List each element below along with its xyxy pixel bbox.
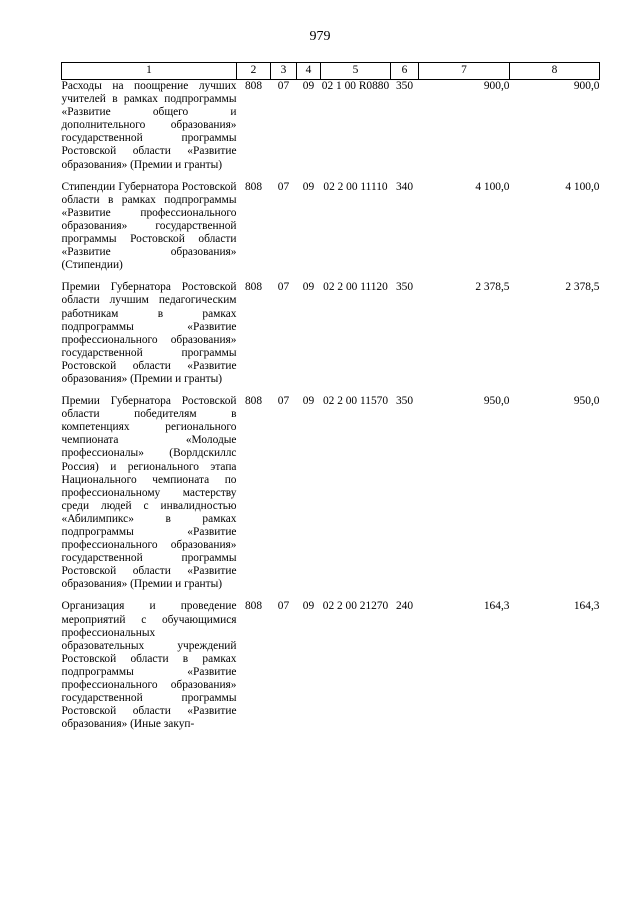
table-row: [62, 80, 600, 181]
table-row: [62, 181, 600, 282]
col-header-6: 6: [391, 63, 419, 80]
ministry-code: 808: [244, 600, 263, 613]
amount-year-1: 950,0: [483, 395, 510, 408]
col-header-4: 4: [297, 63, 321, 80]
expense-type-code: 340: [395, 180, 414, 193]
amount-year-2: 4 100,0: [565, 180, 600, 193]
header-row: [62, 63, 600, 80]
amount-year-1: 900,0: [483, 80, 510, 92]
col-header-2: 2: [237, 63, 271, 80]
target-article-code: 02 2 00 11120: [323, 281, 388, 294]
target-article-code: 02 2 00 11110: [323, 180, 388, 193]
ministry-code: 808: [244, 80, 263, 92]
expense-name: Организация и проведение мероприятий с обучающимися профессиональных образовательных учреждений Ростовской области в рамках подпрограммы «Развитие профессионального образования» государственной программы Ростовской области «Развитие образования» (Иные закуп-: [61, 600, 237, 731]
section-code: 07: [277, 80, 290, 92]
ministry-code: 808: [244, 281, 263, 294]
col-header-3: 3: [271, 63, 297, 80]
section-code: 07: [277, 395, 290, 408]
amount-year-1: 4 100,0: [475, 180, 510, 193]
target-article-code: 02 1 00 R0880: [321, 80, 390, 92]
expense-name: Премии Губернатора Ростовской области победителям в компетенциях регионального чемпионата «Молодые профессионалы» (Ворлдскиллс Россия) и регионального этапа Национального чемпионата по профессиональному мастерству среди людей с инвалидностью «Абилимпикс» в рамках подпрограммы «Развитие профессионального образования» государственной программы Ростовской области «Развитие образования» (Премии и гранты): [61, 395, 237, 591]
amount-year-2: 2 378,5: [565, 281, 600, 294]
col-header-7: 7: [419, 63, 510, 80]
ministry-code: 808: [244, 395, 263, 408]
section-code: 07: [277, 281, 290, 294]
amount-year-2: 950,0: [573, 395, 600, 408]
subsection-code: 09: [302, 281, 315, 294]
page-number: 979: [309, 29, 331, 44]
col-header-5: 5: [321, 63, 391, 80]
expense-name: Стипендии Губернатора Ростовской области в рамках подпрограммы «Развитие профессионального образования» государственной программы Ростовской области «Развитие образования» (Стипендии): [61, 180, 237, 272]
expense-name: Расходы на поощрение лучших учителей в рамках подпрограммы «Развитие общего и дополнительного образования» государственной программы Ростовской области «Развитие образования» (Премии и гранты): [61, 80, 237, 171]
amount-year-1: 164,3: [483, 600, 510, 613]
table-row: [62, 281, 600, 395]
expense-type-code: 350: [395, 80, 414, 92]
subsection-code: 09: [302, 600, 315, 613]
col-header-8: 8: [510, 63, 600, 80]
amount-year-1: 2 378,5: [475, 281, 510, 294]
col-header-1: 1: [62, 63, 237, 80]
budget-table: [61, 62, 600, 740]
section-code: 07: [277, 600, 290, 613]
expense-type-code: 350: [395, 281, 414, 294]
expense-type-code: 240: [395, 600, 414, 613]
target-article-code: 02 2 00 11570: [322, 395, 389, 408]
section-code: 07: [277, 180, 290, 193]
table-row: [62, 600, 600, 740]
ministry-code: 808: [244, 180, 263, 193]
expense-name: Премии Губернатора Ростовской области лучшим педагогическим работникам в рамках подпрограммы «Развитие профессионального образования» государственной программы Ростовской области «Развитие образования» (Премии и гранты): [61, 281, 237, 385]
subsection-code: 09: [302, 395, 315, 408]
subsection-code: 09: [302, 180, 315, 193]
expense-type-code: 350: [395, 395, 414, 408]
target-article-code: 02 2 00 21270: [322, 600, 389, 613]
amount-year-2: 900,0: [573, 80, 600, 92]
amount-year-2: 164,3: [573, 600, 600, 613]
table-row: [62, 395, 600, 600]
subsection-code: 09: [302, 80, 315, 92]
